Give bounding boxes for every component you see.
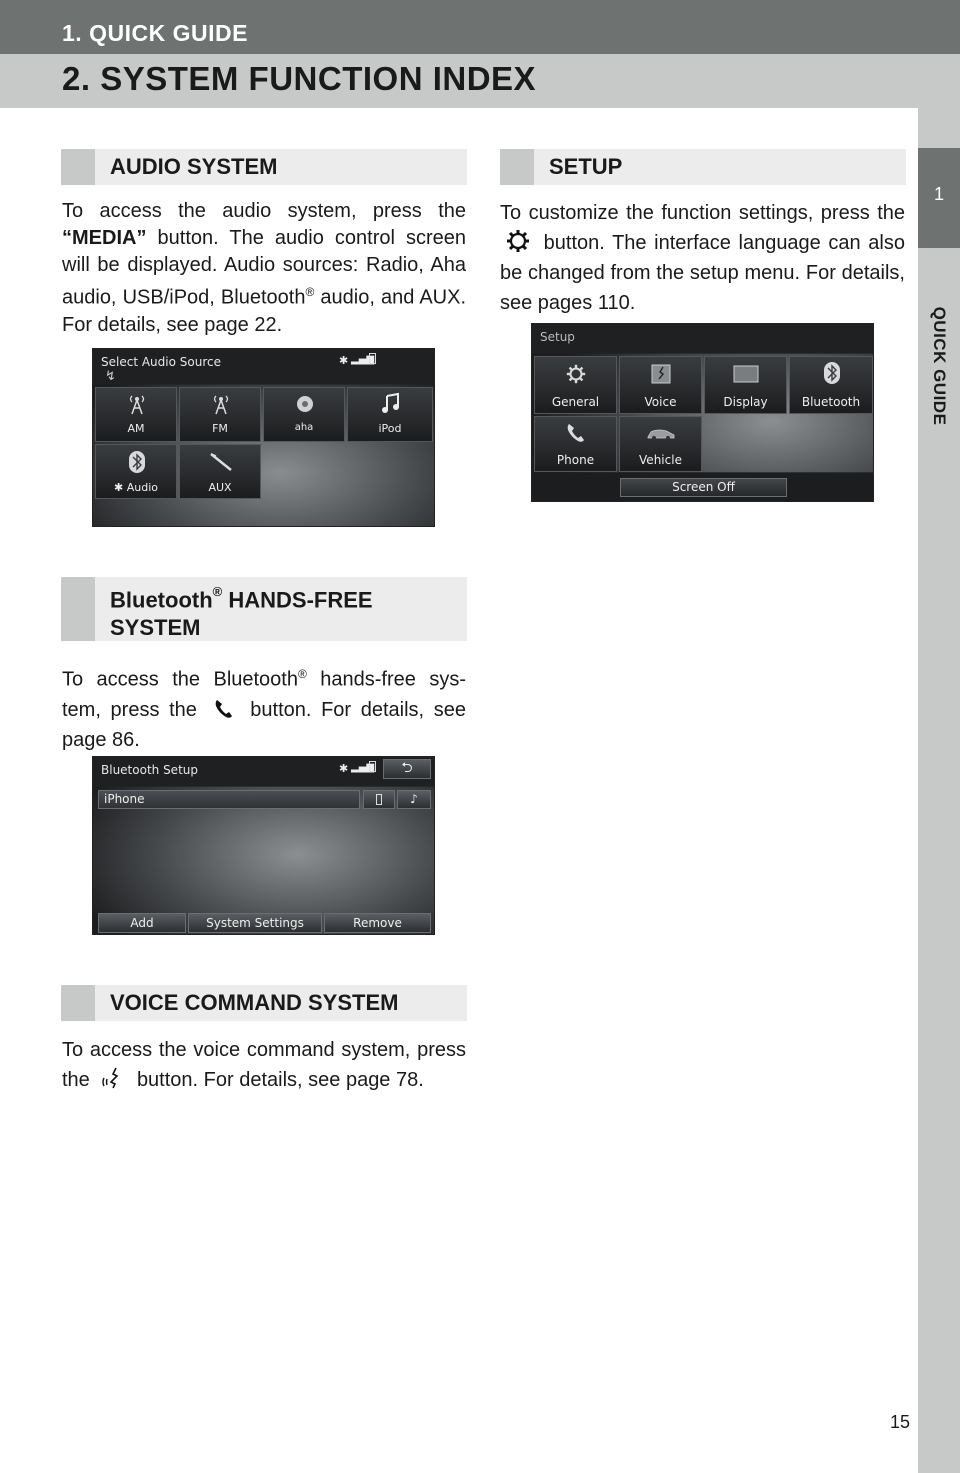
setup-description: To customize the function settings, press the button. The interface language can also be changed from the setup menu. For details, see pages 110. <box>500 202 906 314</box>
system-settings-button[interactable]: System Settings <box>188 913 322 933</box>
audio-heading-text: AUDIO SYSTEM <box>110 154 278 179</box>
phone-handset-icon <box>213 698 235 720</box>
voice-section-heading <box>61 985 467 1021</box>
chapter-title: 1. QUICK GUIDE <box>62 20 248 46</box>
source-tile-ipod[interactable]: iPod <box>347 387 433 442</box>
audio-section-heading <box>61 149 467 185</box>
audio-profile-button[interactable] <box>397 790 431 809</box>
source-tile-aha[interactable]: aha <box>263 387 345 442</box>
voice-icon <box>651 364 671 384</box>
page-title: 2. SYSTEM FUNCTION INDEX <box>62 60 537 97</box>
source-tile-fm[interactable]: FM <box>179 387 261 442</box>
audio-screen-title: Select Audio Source <box>101 355 221 369</box>
voice-heading-text: VOICE COMMAND SYSTEM <box>110 990 399 1015</box>
voice-command-icon <box>101 1066 125 1090</box>
bluetooth-section-heading <box>61 577 467 641</box>
back-arrow-icon: ⮌ <box>401 760 413 776</box>
display-icon <box>733 365 759 383</box>
setup-tile-vehicle[interactable]: Vehicle <box>619 416 702 472</box>
bluetooth-icon <box>128 450 146 474</box>
aha-logo-icon: ↯ <box>105 369 116 384</box>
radio-antenna-icon <box>209 392 233 416</box>
battery-icon <box>369 353 376 364</box>
bluetooth-status-icon: ✱ <box>339 762 349 775</box>
aha-icon <box>295 394 315 414</box>
back-button[interactable] <box>383 759 431 779</box>
bluetooth-icon <box>823 361 841 385</box>
side-tab-label: QUICK GUIDE <box>930 306 949 426</box>
phone-handset-icon <box>565 422 587 444</box>
radio-antenna-icon <box>125 392 149 416</box>
setup-tile-display[interactable]: Display <box>704 356 787 414</box>
section-header <box>0 54 960 108</box>
screen-background <box>93 757 434 934</box>
add-device-button[interactable]: Add <box>98 913 186 933</box>
chapter-number: 1 <box>933 184 944 204</box>
gear-icon <box>506 229 530 253</box>
vehicle-icon <box>646 427 676 441</box>
chapter-header <box>0 0 960 54</box>
voice-description: To access the voice command system, press the button. For details, see page 78. <box>62 1039 467 1091</box>
audio-source-screen <box>92 348 435 527</box>
aux-cable-icon <box>208 451 234 473</box>
setup-tile-bluetooth[interactable]: Bluetooth <box>789 356 873 414</box>
bluetooth-heading-text: Bluetooth® HANDS-FREE SYSTEM <box>110 584 373 641</box>
music-note-icon: ♪ <box>410 792 418 806</box>
source-tile-bt-audio[interactable]: ✱ Audio <box>95 444 177 499</box>
setup-section-heading <box>500 149 906 185</box>
setup-tile-phone[interactable]: Phone <box>534 416 617 472</box>
bluetooth-screen-title: Bluetooth Setup <box>101 763 198 777</box>
screen-off-button[interactable]: Screen Off <box>620 478 787 497</box>
setup-tile-voice[interactable]: Voice <box>619 356 702 414</box>
signal-icon: ▂▄▆ <box>351 354 375 365</box>
signal-icon: ▂▄▆ <box>351 762 375 773</box>
mobile-phone-icon <box>376 794 382 805</box>
setup-heading-text: SETUP <box>549 154 623 179</box>
setup-screen <box>531 323 874 502</box>
bluetooth-setup-screen <box>92 756 435 935</box>
audio-description: To access the audio system, press the “MEDIA” button. The audio control screen will be displayed. Audio sources: Radio, Aha audio, USB/iPod, Bluetooth® audio, and AUX. For details, see page 22. <box>62 200 466 336</box>
paired-device-iphone[interactable]: iPhone <box>98 790 360 809</box>
bluetooth-small-icon: ✱ <box>114 481 127 494</box>
bluetooth-status-icon: ✱ <box>339 354 349 367</box>
source-tile-aux[interactable]: AUX <box>179 444 261 499</box>
media-button-name: “MEDIA” <box>62 227 147 249</box>
remove-device-button[interactable]: Remove <box>324 913 431 933</box>
phone-profile-button[interactable] <box>363 790 395 809</box>
page-number: 15 <box>889 1412 910 1432</box>
setup-screen-title: Setup <box>540 330 575 344</box>
music-note-icon <box>380 392 402 414</box>
source-tile-am[interactable]: AM <box>95 387 177 442</box>
side-tab <box>918 108 960 1473</box>
gear-icon <box>565 363 587 385</box>
battery-icon <box>369 761 376 772</box>
bluetooth-description: To access the Bluetooth® hands-free sys- tem, press the button. For details, see page 86. <box>62 667 467 751</box>
setup-tile-general[interactable]: General <box>534 356 617 414</box>
